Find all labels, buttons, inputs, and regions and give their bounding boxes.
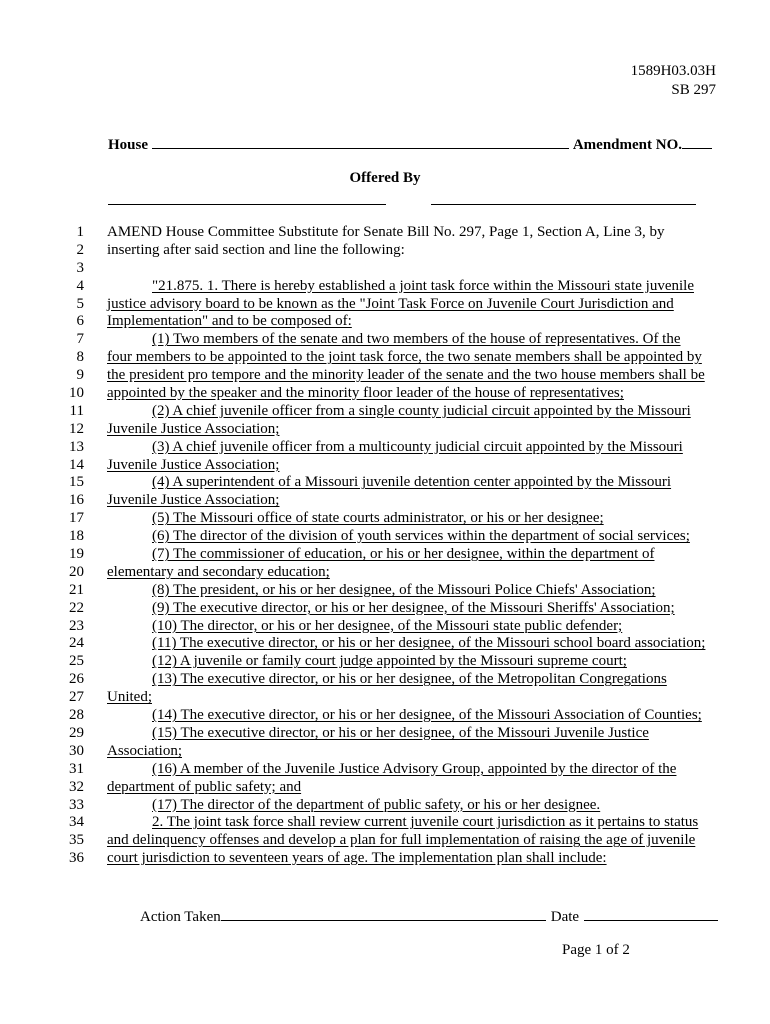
bill-number: SB 297 <box>671 82 716 98</box>
document-line <box>0 313 770 331</box>
line-number: 14 <box>69 456 84 473</box>
document-line <box>0 367 770 385</box>
line-number: 13 <box>69 438 84 455</box>
line-number: 25 <box>69 653 84 670</box>
amendment-number-blank <box>682 134 712 149</box>
line-text: (14) The executive director, or his or her designee, of the Missouri Association of Counties; <box>152 707 702 724</box>
line-number: 16 <box>69 492 84 509</box>
action-taken-line <box>221 906 546 921</box>
document-line <box>0 278 770 296</box>
line-number: 31 <box>69 760 84 777</box>
line-number: 12 <box>69 420 84 437</box>
document-line <box>0 814 770 832</box>
line-text: (7) The commissioner of education, or his or her designee, within the department of <box>152 546 655 563</box>
line-number: 19 <box>69 546 84 563</box>
line-number: 2 <box>76 241 84 258</box>
action-footer <box>140 906 718 926</box>
line-number: 20 <box>69 563 84 580</box>
amendment-body <box>0 224 770 868</box>
document-line <box>0 474 770 492</box>
offered-by-line-right <box>431 204 696 205</box>
line-number: 24 <box>69 635 84 652</box>
line-number: 5 <box>76 295 84 312</box>
line-text: (4) A superintendent of a Missouri juvenile detention center appointed by the Missouri <box>152 474 672 491</box>
document-line <box>0 439 770 457</box>
document-line <box>0 600 770 618</box>
line-text: 2. The joint task force shall review current juvenile court jurisdiction as it pertains to status <box>152 814 699 831</box>
line-text: the president pro tempore and the minority leader of the senate and the two house members shall be <box>107 367 705 384</box>
action-taken-label: Action Taken <box>140 909 221 925</box>
line-number: 22 <box>69 599 84 616</box>
line-text: (17) The director of the department of public safety, or his or her designee. <box>152 796 601 813</box>
document-line <box>0 707 770 725</box>
line-number: 8 <box>76 349 84 366</box>
line-number: 9 <box>76 367 84 384</box>
line-number: 18 <box>69 528 84 545</box>
line-text: United; <box>107 689 152 706</box>
document-line <box>0 832 770 850</box>
line-text: (9) The executive director, or his or her designee, of the Missouri Sheriffs' Association; <box>152 599 675 616</box>
line-text: Association; <box>107 742 182 759</box>
line-number: 30 <box>69 742 84 759</box>
offered-by-line-left <box>108 204 386 205</box>
line-text: (11) The executive director, or his or her designee, of the Missouri school board association; <box>152 635 706 652</box>
document-line <box>0 385 770 403</box>
document-line <box>0 457 770 475</box>
document-line <box>0 224 770 242</box>
document-line <box>0 528 770 546</box>
line-text: Juvenile Justice Association; <box>107 420 280 437</box>
line-number: 33 <box>69 796 84 813</box>
document-line <box>0 510 770 528</box>
line-text: inserting after said section and line the following: <box>107 241 405 258</box>
offered-by-label: Offered By <box>349 170 421 186</box>
document-line <box>0 403 770 421</box>
line-text: (1) Two members of the senate and two members of the house of representatives. Of the <box>152 331 681 348</box>
line-text: and delinquency offenses and develop a plan for full implementation of raising the age of juvenile <box>107 832 696 849</box>
document-line <box>0 779 770 797</box>
document-line <box>0 743 770 761</box>
line-text: (2) A chief juvenile officer from a single county judicial circuit appointed by the Missouri <box>152 402 691 419</box>
line-text: (3) A chief juvenile officer from a multicounty judicial circuit appointed by the Missouri <box>152 438 683 455</box>
document-line <box>0 671 770 689</box>
line-number: 27 <box>69 689 84 706</box>
line-text: four members to be appointed to the joint task force, the two senate members shall be appointed by <box>107 349 702 366</box>
line-text: "21.875. 1. There is hereby established a joint task force within the Missouri state juvenile <box>152 277 694 294</box>
line-number: 35 <box>69 832 84 849</box>
line-number: 7 <box>76 331 84 348</box>
bill-code: 1589H03.03H <box>630 63 716 79</box>
house-blank-line <box>152 134 569 149</box>
document-line <box>0 797 770 815</box>
line-text: court jurisdiction to seventeen years of age. The implementation plan shall include: <box>107 850 607 867</box>
line-number: 6 <box>76 313 84 330</box>
line-number: 26 <box>69 671 84 688</box>
line-number: 4 <box>76 277 84 294</box>
line-text: Juvenile Justice Association; <box>107 456 280 473</box>
line-number: 10 <box>69 385 84 402</box>
document-line <box>0 582 770 600</box>
line-text: Implementation" and to be composed of: <box>107 313 352 330</box>
line-number: 28 <box>69 707 84 724</box>
line-text: justice advisory board to be known as the "Joint Task Force on Juvenile Court Jurisdiction and <box>107 295 674 312</box>
amendment-label: Amendment NO. <box>572 137 682 153</box>
line-number: 29 <box>69 724 84 741</box>
document-line <box>0 242 770 260</box>
document-line <box>0 260 770 278</box>
line-text: (15) The executive director, or his or her designee, of the Missouri Juvenile Justice <box>152 724 649 741</box>
document-line <box>0 635 770 653</box>
document-line <box>0 725 770 743</box>
document-line <box>0 689 770 707</box>
line-number: 11 <box>69 402 84 419</box>
line-text: (6) The director of the division of youth services within the department of social services; <box>152 528 690 545</box>
line-text: (10) The director, or his or her designee, of the Missouri state public defender; <box>152 617 623 634</box>
date-label: Date <box>550 909 580 925</box>
line-number: 32 <box>69 778 84 795</box>
line-text: appointed by the speaker and the minority floor leader of the house of representatives; <box>107 385 624 402</box>
line-number: 23 <box>69 617 84 634</box>
date-line <box>584 906 718 921</box>
page-number: Page 1 of 2 <box>562 942 630 958</box>
line-text: (16) A member of the Juvenile Justice Advisory Group, appointed by the director of the <box>152 760 677 777</box>
line-text: (13) The executive director, or his or her designee, of the Metropolitan Congregations <box>152 671 667 688</box>
document-line <box>0 492 770 510</box>
document-code <box>631 62 716 100</box>
document-line <box>0 618 770 636</box>
line-number: 15 <box>69 474 84 491</box>
line-number: 21 <box>69 581 84 598</box>
document-line <box>0 546 770 564</box>
document-line <box>0 564 770 582</box>
line-number: 34 <box>69 814 84 831</box>
document-line <box>0 761 770 779</box>
line-text: AMEND House Committee Substitute for Senate Bill No. 297, Page 1, Section A, Line 3, by <box>107 224 665 240</box>
line-text: (8) The president, or his or her designee, of the Missouri Police Chiefs' Association; <box>152 581 656 598</box>
line-text: (12) A juvenile or family court judge appointed by the Missouri supreme court; <box>152 653 627 670</box>
amendment-header <box>108 134 712 154</box>
line-number: 36 <box>69 850 84 867</box>
house-label: House <box>108 137 149 153</box>
document-line <box>0 349 770 367</box>
line-number: 1 <box>76 224 84 240</box>
line-number: 17 <box>69 510 84 527</box>
document-line <box>0 653 770 671</box>
line-text: elementary and secondary education; <box>107 563 330 580</box>
document-line <box>0 850 770 868</box>
line-number: 3 <box>76 259 84 276</box>
line-text: (5) The Missouri office of state courts administrator, or his or her designee; <box>152 510 604 527</box>
document-line <box>0 421 770 439</box>
document-line <box>0 296 770 314</box>
document-line <box>0 331 770 349</box>
line-text: department of public safety; and <box>107 778 302 795</box>
line-text: Juvenile Justice Association; <box>107 492 280 509</box>
